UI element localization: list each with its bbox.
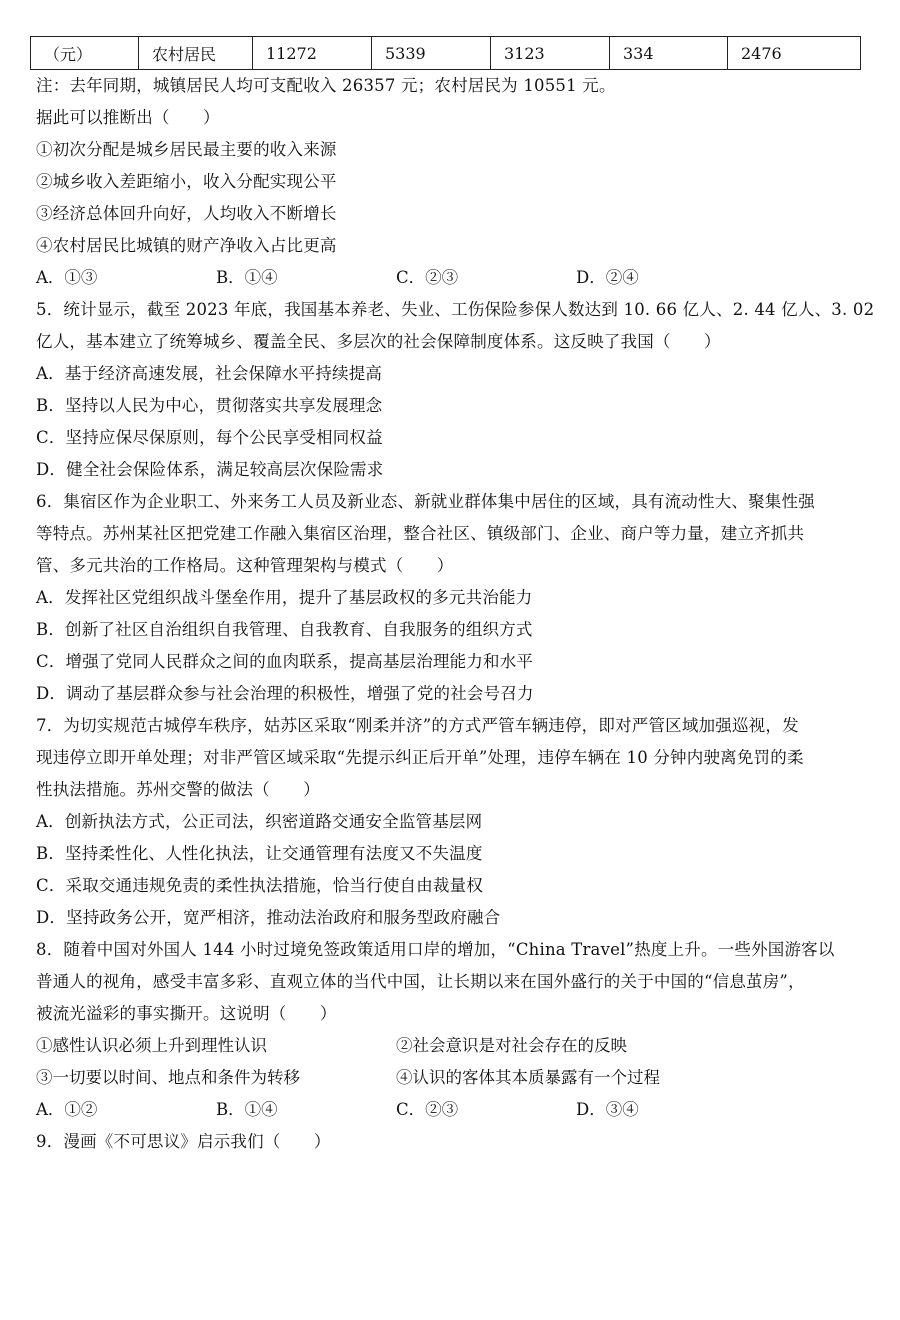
q4-option-b: B．①④	[216, 268, 278, 287]
q4-option-a: A．①③	[36, 268, 98, 287]
q8-option-b: B．①④	[216, 1100, 278, 1119]
q4-item: ②城乡收入差距缩小，收入分配实现公平	[36, 172, 337, 191]
q6-stem-line: 等特点。苏州某社区把党建工作融入集宿区治理，整合社区、镇级部门、企业、商户等力量，建立齐抓共	[36, 524, 805, 543]
q8-option-a: A．①②	[36, 1100, 98, 1119]
table-row	[31, 37, 861, 70]
table-note: 注：去年同期，城镇居民人均可支配收入 26357 元；农村居民为 10551 元。	[36, 76, 616, 95]
table-cell-group: 农村居民	[139, 37, 253, 70]
q4-item: ④农村居民比城镇的财产净收入占比更高	[36, 236, 337, 255]
q5-option-c: C．坚持应保尽保原则，每个公民享受相同权益	[36, 428, 383, 447]
table-cell-value: 3123	[491, 37, 610, 70]
q8-option-d: D．③④	[576, 1100, 639, 1119]
q4-item: ③经济总体回升向好，人均收入不断增长	[36, 204, 337, 223]
table-cell-value: 5339	[372, 37, 491, 70]
q6-option-b: B．创新了社区自治组织自我管理、自我教育、自我服务的组织方式	[36, 620, 533, 639]
q5-option-d: D．健全社会保险体系，满足较高层次保险需求	[36, 460, 384, 479]
q5-stem-line: 亿人，基本建立了统筹城乡、覆盖全民、多层次的社会保障制度体系。这反映了我国（ ）	[36, 332, 721, 351]
q7-stem-line: 现违停立即开单处理；对非严管区域采取“先提示纠正后开单”处理，违停车辆在 10 分钟内驶离免罚的柔	[36, 748, 804, 767]
q8-stem-line: 普通人的视角，感受丰富多彩、直观立体的当代中国，让长期以来在国外盛行的关于中国的“信息茧房”，	[36, 972, 805, 991]
q6-option-d: D．调动了基层群众参与社会治理的积极性，增强了党的社会号召力	[36, 684, 534, 703]
q8-option-c: C．②③	[396, 1100, 459, 1119]
q8-item: ④认识的客体其本质暴露有一个过程	[396, 1068, 660, 1087]
q8-item: ③一切要以时间、地点和条件为转移	[36, 1068, 300, 1087]
q7-stem-line: 7．为切实规范古城停车秩序，姑苏区采取“刚柔并济”的方式严管车辆违停，即对严管区域加强巡视，发	[36, 716, 799, 735]
q6-option-c: C．增强了党同人民群众之间的血肉联系，提高基层治理能力和水平	[36, 652, 534, 671]
q4-option-c: C．②③	[396, 268, 459, 287]
income-table-row	[30, 36, 861, 70]
q8-stem-line: 8．随着中国对外国人 144 小时过境免签政策适用口岸的增加，“China Travel”热度上升。一些外国游客以	[36, 940, 835, 959]
table-cell-value: 2476	[728, 37, 861, 70]
q9-stem: 9．漫画《不可思议》启示我们（ ）	[36, 1132, 331, 1151]
q8-item: ②社会意识是对社会存在的反映	[396, 1036, 627, 1055]
q4-option-d: D．②④	[576, 268, 639, 287]
q7-option-c: C．采取交通违规免责的柔性执法措施，恰当行使自由裁量权	[36, 876, 484, 895]
q5-option-b: B．坚持以人民为中心，贯彻落实共享发展理念	[36, 396, 383, 415]
q6-option-a: A．发挥社区党组织战斗堡垒作用，提升了基层政权的多元共治能力	[36, 588, 533, 607]
q7-option-a: A．创新执法方式，公正司法，织密道路交通安全监管基层网	[36, 812, 483, 831]
table-cell-value: 334	[610, 37, 728, 70]
q8-item: ①感性认识必须上升到理性认识	[36, 1036, 267, 1055]
q7-stem-line: 性执法措施。苏州交警的做法（ ）	[36, 780, 320, 799]
q4-item: ①初次分配是城乡居民最主要的收入来源	[36, 140, 337, 159]
q7-option-d: D．坚持政务公开，宽严相济，推动法治政府和服务型政府融合	[36, 908, 501, 927]
q4-stem: 据此可以推断出（ ）	[36, 108, 220, 127]
q6-stem-line: 管、多元共治的工作格局。这种管理架构与模式（ ）	[36, 556, 454, 575]
q7-option-b: B．坚持柔性化、人性化执法，让交通管理有法度又不失温度	[36, 844, 483, 863]
q5-stem-line: 5．统计显示，截至 2023 年底，我国基本养老、失业、工伤保险参保人数达到 10. 66 亿人、2. 44 亿人、3. 02	[36, 300, 875, 319]
q8-stem-line: 被流光溢彩的事实撕开。这说明（ ）	[36, 1004, 337, 1023]
q6-stem-line: 6．集宿区作为企业职工、外来务工人员及新业态、新就业群体集中居住的区域，具有流动性大、聚集性强	[36, 492, 815, 511]
q5-option-a: A．基于经济高速发展，社会保障水平持续提高	[36, 364, 383, 383]
table-cell-value: 11272	[253, 37, 372, 70]
table-cell-unit: （元）	[31, 37, 139, 70]
